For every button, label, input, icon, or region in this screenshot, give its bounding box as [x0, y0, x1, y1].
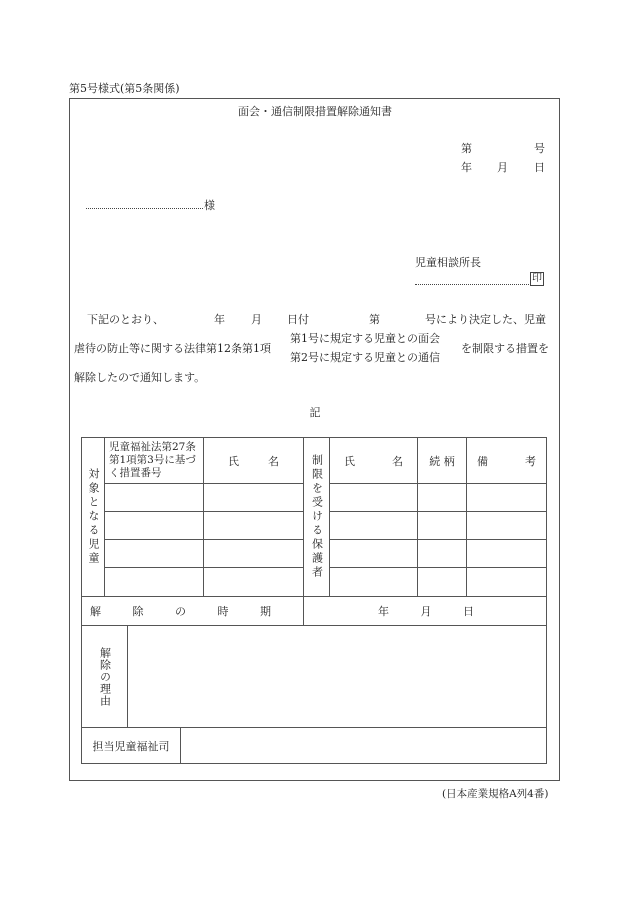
- remarks-cell[interactable]: [467, 512, 547, 540]
- issuer-title: 児童相談所長: [415, 256, 481, 269]
- release-period-value-cell[interactable]: [304, 597, 547, 626]
- reason-label-cell: [82, 626, 128, 728]
- worker-label: 担当児童福祉司: [82, 728, 181, 764]
- body-line2-a: 虐待の防止等に関する法律第12条第1項: [74, 342, 271, 355]
- body-line1-date: 日付: [287, 313, 309, 326]
- date-month-label: 月: [497, 161, 508, 174]
- relation-cell[interactable]: [418, 568, 467, 597]
- name-header-char1: 氏: [228, 454, 239, 468]
- release-period-label: 解 除 の 時 期: [90, 605, 285, 618]
- relation-cell[interactable]: [418, 540, 467, 568]
- seal-mark: 印: [532, 273, 542, 284]
- issuer-name-line[interactable]: [415, 284, 529, 285]
- release-period-row: [82, 597, 547, 626]
- worker-value-cell[interactable]: [181, 728, 547, 764]
- body-line1-b: 号により決定した、児童: [425, 313, 546, 326]
- measure-number-header: 児童福祉法第27条第1項第3号に基づく措置番号: [105, 438, 204, 484]
- relation-header: 続 柄: [418, 438, 467, 484]
- relation-cell[interactable]: [418, 512, 467, 540]
- child-label-cell: [82, 438, 105, 597]
- release-period-day: 日: [463, 605, 474, 618]
- guardian-name-cell[interactable]: [330, 568, 418, 597]
- child-name-cell[interactable]: [204, 512, 304, 540]
- reason-label: 解除の理由: [98, 646, 112, 707]
- release-period-month: 月: [420, 605, 432, 618]
- date-year-label: 年: [461, 161, 472, 174]
- body-line1-a: 下記のとおり、: [87, 313, 164, 326]
- release-period-label-cell: [82, 597, 304, 626]
- worker-row: [82, 728, 547, 764]
- measure-number-cell[interactable]: [105, 540, 204, 568]
- name-header-char2: 名: [268, 454, 279, 468]
- paper-size-note: (日本産業規格A列4番): [442, 788, 549, 800]
- relation-cell[interactable]: [418, 484, 467, 512]
- remarks-header-char1: 備: [477, 454, 488, 468]
- guardian-name-cell[interactable]: [330, 484, 418, 512]
- measure-number-cell[interactable]: [105, 568, 204, 597]
- measure-number-cell[interactable]: [105, 484, 204, 512]
- child-name-cell[interactable]: [204, 540, 304, 568]
- reason-row: [82, 626, 547, 728]
- body-line1-dai: 第: [369, 313, 380, 326]
- remarks-header: [467, 438, 547, 484]
- reason-table: [81, 625, 547, 728]
- guardian-label-cell: [304, 438, 330, 597]
- name2-header-char1: 氏: [344, 454, 355, 468]
- child-name-cell[interactable]: [204, 568, 304, 597]
- body-option-communication: 第2号に規定する児童との通信: [290, 351, 440, 364]
- form-number: 第5号様式(第5条関係): [69, 82, 180, 95]
- recipient-suffix: 様: [204, 199, 215, 212]
- reason-value-cell[interactable]: [128, 626, 547, 728]
- body-line1-month: 月: [251, 313, 262, 326]
- child-name-header: [204, 438, 304, 484]
- date-day-label: 日: [534, 161, 545, 174]
- worker-table: [81, 727, 547, 764]
- child-name-cell[interactable]: [204, 484, 304, 512]
- table-header-row: [82, 438, 547, 484]
- name2-header-char2: 名: [392, 454, 403, 468]
- remarks-header-char2: 考: [525, 454, 536, 468]
- recipient-name-line[interactable]: [86, 208, 203, 209]
- guardian-label: 制限を受ける保護者: [310, 454, 324, 580]
- ref-go: 号: [534, 142, 545, 155]
- guardian-name-header: [330, 438, 418, 484]
- release-period-year: 年: [378, 605, 389, 618]
- measure-number-cell[interactable]: [105, 512, 204, 540]
- body-option-meeting: 第1号に規定する児童との面会: [290, 332, 440, 345]
- body-line3: 解除したので通知します。: [74, 371, 206, 384]
- details-table: [81, 437, 547, 626]
- remarks-cell[interactable]: [467, 540, 547, 568]
- remarks-cell[interactable]: [467, 568, 547, 597]
- form-title: 面会・通信制限措置解除通知書: [238, 105, 392, 118]
- body-line2-b: を制限する措置を: [461, 342, 549, 355]
- remarks-cell[interactable]: [467, 484, 547, 512]
- guardian-name-cell[interactable]: [330, 540, 418, 568]
- ki-label: 記: [309, 406, 321, 419]
- guardian-name-cell[interactable]: [330, 512, 418, 540]
- child-label: 対象となる児童: [87, 468, 100, 566]
- body-line1-year: 年: [214, 313, 225, 326]
- ref-dai: 第: [461, 142, 472, 155]
